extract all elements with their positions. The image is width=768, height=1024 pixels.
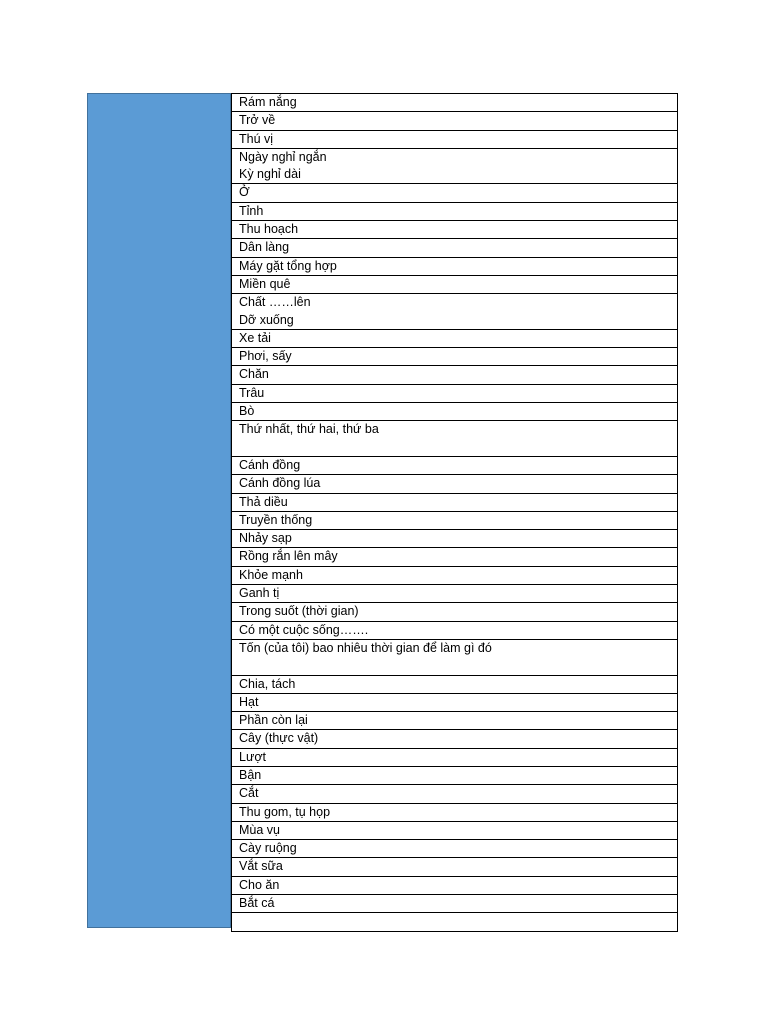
table-cell: Truyền thống <box>232 511 678 529</box>
table-row <box>232 821 678 839</box>
table-cell: Bận <box>232 766 678 784</box>
table-cell: Rám nắng <box>232 94 678 112</box>
table-cell: Cây (thực vật) <box>232 730 678 748</box>
table-row <box>232 803 678 821</box>
table-row <box>232 493 678 511</box>
table-cell: Khỏe mạnh <box>232 566 678 584</box>
table-row <box>232 148 678 184</box>
table-row <box>232 712 678 730</box>
table-cell: Thú vị <box>232 130 678 148</box>
table-row <box>232 275 678 293</box>
table-row <box>232 184 678 202</box>
table-row <box>232 94 678 112</box>
table-row <box>232 421 678 457</box>
table-row <box>232 566 678 584</box>
table-cell: Máy gặt tổng hợp <box>232 257 678 275</box>
table-row <box>232 403 678 421</box>
table-cell: Cánh đồng lúa <box>232 475 678 493</box>
table-cell: Thu gom, tụ họp <box>232 803 678 821</box>
table-row <box>232 693 678 711</box>
vocabulary-table <box>231 93 678 932</box>
table-row <box>232 294 678 330</box>
table-cell: Dân làng <box>232 239 678 257</box>
table-row <box>232 329 678 347</box>
table-row <box>232 511 678 529</box>
table-cell: Bắt cá <box>232 895 678 913</box>
table-row <box>232 621 678 639</box>
table-row <box>232 639 678 675</box>
table-cell: Mùa vụ <box>232 821 678 839</box>
table-cell: Rồng rắn lên mây <box>232 548 678 566</box>
table-row <box>232 384 678 402</box>
table-cell: Cắt <box>232 785 678 803</box>
table-row <box>232 840 678 858</box>
table-cell: Chia, tách <box>232 675 678 693</box>
table-cell: Vắt sữa <box>232 858 678 876</box>
table-cell: Ở <box>232 184 678 202</box>
table-cell: Cánh đồng <box>232 456 678 474</box>
table-cell: Có một cuộc sống……. <box>232 621 678 639</box>
table-row <box>232 603 678 621</box>
table-cell: Thả diều <box>232 493 678 511</box>
table-row <box>232 257 678 275</box>
table-cell: Phơi, sấy <box>232 348 678 366</box>
table-cell: Cày ruộng <box>232 840 678 858</box>
table-cell <box>232 913 678 931</box>
table-row <box>232 202 678 220</box>
table-row <box>232 530 678 548</box>
table-cell: Nhảy sạp <box>232 530 678 548</box>
table-cell: Hạt <box>232 693 678 711</box>
table-cell: Thu hoạch <box>232 221 678 239</box>
table-row <box>232 221 678 239</box>
table-cell: Ganh tị <box>232 585 678 603</box>
table-cell: Trâu <box>232 384 678 402</box>
table-cell: Bò <box>232 403 678 421</box>
table-cell: Xe tải <box>232 329 678 347</box>
table-row <box>232 748 678 766</box>
table-cell: Chất ……lên Dỡ xuống <box>232 294 678 330</box>
table-cell: Tỉnh <box>232 202 678 220</box>
table-row <box>232 112 678 130</box>
table-row <box>232 766 678 784</box>
table-row <box>232 366 678 384</box>
table-row <box>232 895 678 913</box>
table-cell: Phần còn lại <box>232 712 678 730</box>
table-row <box>232 456 678 474</box>
table-cell: Lượt <box>232 748 678 766</box>
table-row <box>232 348 678 366</box>
vocabulary-table-body <box>232 94 678 932</box>
table-cell: Miền quê <box>232 275 678 293</box>
table-row <box>232 675 678 693</box>
table-row <box>232 548 678 566</box>
table-row <box>232 585 678 603</box>
table-cell: Chăn <box>232 366 678 384</box>
table-cell: Thứ nhất, thứ hai, thứ ba <box>232 421 678 457</box>
table-row <box>232 858 678 876</box>
blue-column-panel <box>87 93 231 928</box>
table-cell: Cho ăn <box>232 876 678 894</box>
table-cell: Trong suốt (thời gian) <box>232 603 678 621</box>
table-row <box>232 475 678 493</box>
table-cell: Ngày nghỉ ngắn Kỳ nghỉ dài <box>232 148 678 184</box>
table-row <box>232 239 678 257</box>
table-cell: Tốn (của tôi) bao nhiêu thời gian để làm gì đó <box>232 639 678 675</box>
table-row <box>232 913 678 931</box>
table-row <box>232 876 678 894</box>
table-row <box>232 730 678 748</box>
table-row <box>232 130 678 148</box>
table-row <box>232 785 678 803</box>
table-cell: Trở về <box>232 112 678 130</box>
